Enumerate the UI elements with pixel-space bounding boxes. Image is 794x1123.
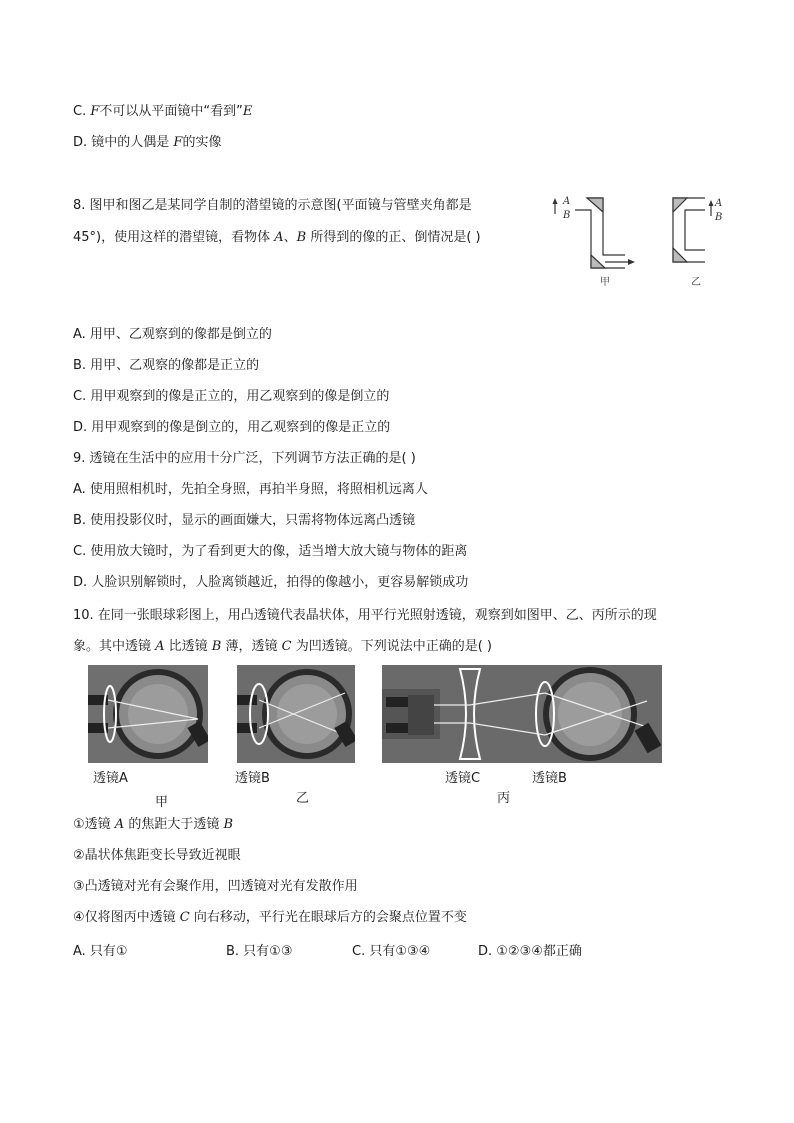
q8-option-d: D. 用甲观察到的像是倒立的，用乙观察到的像是正立的 [73,420,391,435]
eye-photo-yi [237,665,355,763]
q10-stem-text-end: 为凹透镜。下列说法中正确的是( ) [291,639,492,654]
label-a-jia: A [563,196,571,207]
caption-yi: 乙 [691,277,701,288]
statement-text: 的焦距大于透镜 [124,817,224,832]
label-lens-a: 透镜A [93,771,128,786]
q9-option-c: C. 使用放大镜时，为了看到更大的像，适当增大放大镜与物体的距离 [73,544,468,559]
q10-option-d: D. ①②③④都正确 [478,944,582,959]
var-c: C [179,910,190,925]
q8-stem-line2 [73,229,481,247]
q10-option-c: C. 只有①③④ [352,944,431,959]
q9-stem: 9. 透镜在生活中的应用十分广泛，下列调节方法正确的是( ) [73,451,416,466]
q10-option-b: B. 只有①③ [226,944,293,959]
q7-option-d [73,134,221,152]
q9-option-a: A. 使用照相机时，先拍全身照，再拍半身照，将照相机远离人 [73,482,428,497]
var-a: A [114,817,125,832]
label-a-yi: A [715,198,723,209]
q9-option-b: B. 使用投影仪时，显示的画面嫌大，只需将物体远离凸透镜 [73,513,416,528]
caption-bing: 丙 [497,791,511,806]
q10-stem-text: 比透镜 [164,639,212,654]
q10-stem-text: 象。其中透镜 [73,639,156,654]
var-c: C [281,639,292,654]
separator: 、 [283,230,297,245]
statement-text: ④仅将图丙中透镜 [73,910,180,925]
var-e: E [242,104,253,119]
q10-statement-3: ③凸透镜对光有会聚作用，凹透镜对光有发散作用 [73,879,358,894]
q10-stem-line1: 10. 在同一张眼球彩图上，用凸透镜代表晶状体，用平行光照射透镜，观察到如图甲、乙、丙所示的现 [73,608,657,623]
var-b: B [223,817,234,832]
q10-stem-line2 [73,638,492,656]
var-a: A [155,639,165,654]
var-b: B [296,230,307,245]
q9-option-d: D. 人脸识别解锁时，人脸离锁越近，拍得的像越小，更容易解锁成功 [73,575,469,590]
var-a: A [274,230,284,245]
label-lens-c: 透镜C [445,771,481,786]
periscope-jia [553,198,636,268]
label-lens-b2: 透镜B [532,771,567,786]
q10-option-a: A. 只有① [73,944,128,959]
eye-photo-bing [382,665,662,763]
statement-text: 向右移动，平行光在眼球后方的会聚点位置不变 [189,910,467,925]
q8-stem-text: 45°)，使用这样的潜望镜，看物体 [73,230,275,245]
caption-jia: 甲 [155,795,169,810]
q10-statement-4 [73,909,467,927]
q8-option-b: B. 用甲、乙观察的像都是正立的 [73,358,260,373]
eye-photo-jia [88,665,208,763]
var-f: F [90,104,100,119]
q8-option-a: A. 用甲、乙观察到的像都是倒立的 [73,327,272,342]
caption-jia: 甲 [600,277,610,288]
label-lens-b1: 透镜B [235,771,270,786]
q7-option-c [73,103,252,121]
q8-stem-line1: 8. 图甲和图乙是某同学自制的潜望镜的示意图(平面镜与管壁夹角都是 [73,198,472,213]
periscope-yi [673,198,714,262]
var-b: B [211,639,222,654]
mirror-bottom-jia [591,255,605,268]
q7-option-c-prefix: C. [73,104,91,119]
q7-option-d-text: 的实像 [182,135,222,150]
q8-stem-text-end: 所得到的像的正、倒情况是( ) [306,230,481,245]
q10-statement-1 [73,816,233,834]
caption-yi: 乙 [296,791,310,806]
q10-statement-2: ②晶状体焦距变长导致近视眼 [73,848,241,863]
q10-stem-text: 薄，透镜 [221,639,282,654]
var-f: F [173,135,183,150]
q7-option-c-text: 不可以从平面镜中“看到” [99,104,243,119]
periscope-figure [545,190,735,290]
statement-text: ①透镜 [73,817,115,832]
label-b-yi: B [715,212,723,223]
q8-option-c: C. 用甲观察到的像是正立的，用乙观察到的像是倒立的 [73,389,390,404]
q7-option-d-prefix: D. 镜中的人偶是 [73,135,174,150]
label-b-jia: B [563,210,571,221]
